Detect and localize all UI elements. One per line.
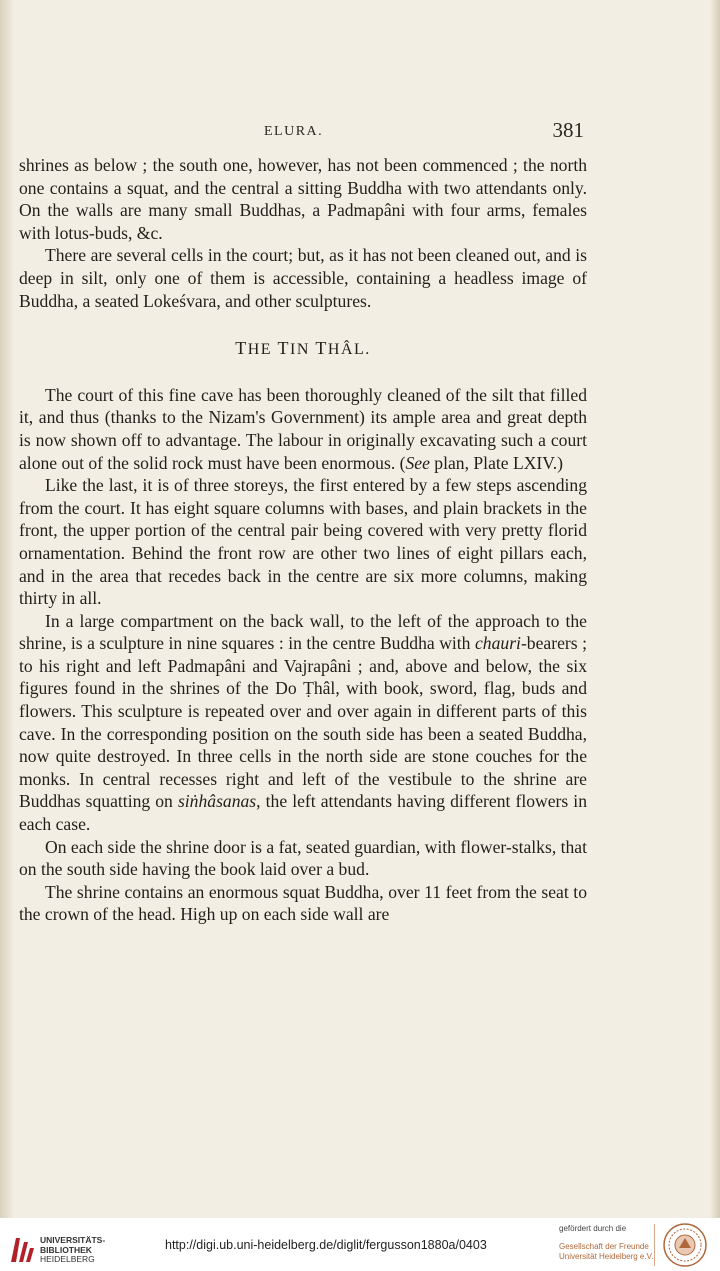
funded-by-label: gefördert durch die xyxy=(559,1224,627,1233)
permalink-url[interactable]: http://digi.ub.uni-heidelberg.de/diglit/fergusson1880a/0403 xyxy=(165,1238,487,1252)
paragraph: Like the last, it is of three storeys, the first entered by a few steps ascending from the court. It has eight square columns with bases, and plain brackets in the front, the upper portion of the central pair being covered with very pretty florid ornamentation. Behind the front row are other two lines of eight pillars each, and in the area that recedes back in the centre are six more columns, making thirty in all. xyxy=(19,475,587,609)
running-head-title: ELURA. xyxy=(264,124,324,139)
paragraph: In a large compartment on the back wall, to the left of the approach to the shrine, is a sculpture in nine squares : in the centre Buddha with chauri-bearers ; to his right and left Padmapâni and Vajrapâni ; and, above and below, the six figures found in the shrines of the Do Ṭhâl, with book, sword, flag, buds and flowers. This sculpture is repeated over and over again in different parts of this cave. In the corresponding position on the south side has been a seated Buddha, now quite destroyed. In three cells in the north side are stone couches for the monks. In central recesses right and left of the vestibule to the shrine are Buddhas squatting on siṅhâsanas, the left attendants having different flowers in each case. xyxy=(19,610,587,835)
section-heading: THE TIN THÂL. xyxy=(235,338,371,359)
paragraph: On each side the shrine door is a fat, seated guardian, with flower-stalks, that on the south side having the book laid over a bud. xyxy=(19,836,587,880)
page-number: 381 xyxy=(552,118,584,142)
paragraph: The court of this fine cave has been thoroughly cleaned of the silt that filled it, and thus (thanks to the Nizam's Government) its ample area and great depth is now shown off to advantage. The labour in originally excavating such a court alone out of the solid rock must have been enormous. (See plan, Plate LXIV.) xyxy=(19,384,587,473)
paragraph: There are several cells in the court; but, as it has not been cleaned out, and is deep in silt, only one of them is accessible, containing a headless image of Buddha, a seated Lokeśvara, and other sculptures. xyxy=(19,245,587,311)
library-logo[interactable] xyxy=(8,1228,118,1268)
library-name: UNIVERSITÄTS- BIBLIOTHEK HEIDELBERG xyxy=(40,1235,106,1264)
university-seal-icon xyxy=(662,1222,708,1268)
divider xyxy=(654,1224,655,1266)
footer-bar xyxy=(0,1218,720,1271)
society-name: Gesellschaft der Freunde Universität Heidelberg e.V. xyxy=(559,1242,654,1261)
body-text xyxy=(19,154,587,926)
paragraph: shrines as below ; the south one, however, has not been commenced ; the north one contains a squat, and the central a sitting Buddha with two attendants only. On the walls are many small Buddhas, a Padmapâni with four arms, females with lotus-buds, &c. xyxy=(19,155,587,243)
paragraph: The shrine contains an enormous squat Buddha, over 11 feet from the seat to the crown of the head. High up on each side wall are xyxy=(19,881,587,925)
funder-credit xyxy=(558,1224,658,1262)
running-head xyxy=(14,118,694,148)
library-logo-icon xyxy=(8,1234,36,1264)
